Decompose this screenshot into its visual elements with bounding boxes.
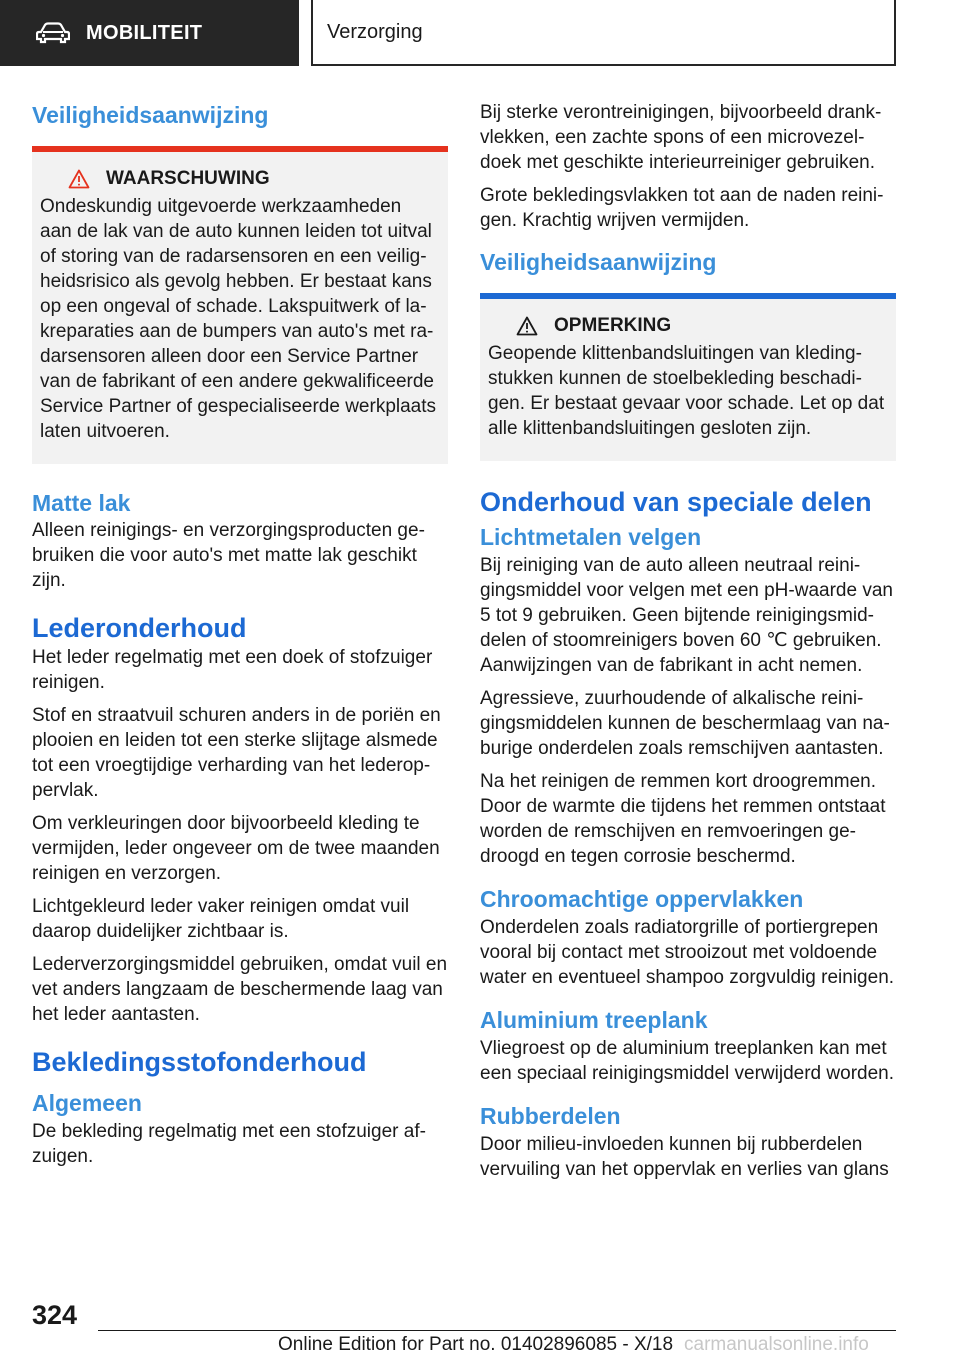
leather-paragraph: Stof en straatvuil schuren anders in de poriën en plooien en leiden tot een sterke slijtage alsmede tot een vroegtijdige verharding van het lederop-pervlak. <box>32 705 441 801</box>
chrome-heading: Chroomachtige oppervlakken <box>480 886 804 912</box>
notice-text: Geopende klittenbandsluitingen van kleding-stukken kunnen de stoelbekleding beschadi-gen. Er bestaat gevaar voor schade. Let op dat alle klittenbandsluitingen gesloten zijn. <box>488 343 885 439</box>
edition-text: Online Edition for Part no. 01402896085 - X/18 <box>278 1334 674 1355</box>
warning-triangle-icon <box>68 169 90 189</box>
right-column <box>480 100 896 1190</box>
safety-heading-left: Veiligheidsaanwijzing <box>32 102 269 128</box>
warning-box <box>32 152 448 464</box>
general-heading: Algemeen <box>32 1090 142 1116</box>
leather-heading: Lederonderhoud <box>32 613 247 643</box>
step-heading: Aluminium treeplank <box>480 1007 708 1033</box>
notice-box <box>480 299 896 461</box>
leather-paragraph: Om verkleuringen door bijvoorbeeld kleding te vermijden, leder ongeveer om de twee maanden reinigen en verzorgen. <box>32 813 440 884</box>
step-text: Vliegroest op de aluminium treeplanken kan met een speciaal reinigingsmiddel verwijderd worden. <box>480 1038 895 1084</box>
left-column <box>32 100 448 1177</box>
intro-paragraph: Bij sterke verontreinigingen, bijvoorbeeld drank-vlekken, een zachte spons of een microvezel-doek met geschikte interieurreiniger gebruiken. <box>480 102 882 173</box>
warning-triangle-icon <box>516 316 538 336</box>
page-number: 324 <box>32 1300 78 1330</box>
matte-text: Alleen reinigings- en verzorgingsproducten ge-bruiken die voor auto's met matte lak geschikt zijn. <box>32 520 425 591</box>
leather-paragraph: Lederverzorgingsmiddel gebruiken, omdat vuil en vet anders langzaam de beschermende laag van het leder aantasten. <box>32 954 448 1025</box>
footer-divider <box>98 1330 896 1331</box>
footer <box>0 1290 960 1362</box>
chrome-text: Onderdelen zoals radiatorgrille of portiergrepen vooral bij contact met strooizout met voldoende water en eventueel shampoo zorgvuldig reinigen. <box>480 917 895 988</box>
alloy-paragraph: Agressieve, zuurhoudende of alkalische reini-gingsmiddelen kunnen de beschermlaag van na-burige onderdelen zoals remschijven aantasten. <box>480 688 890 759</box>
special-parts-heading: Onderhoud van speciale delen <box>480 487 872 517</box>
alloy-paragraph: Bij reiniging van de auto alleen neutraal reini-gingsmiddel voor velgen met een pH-waarde van 5 tot 9 gebruiken. Geen bijtende reinigingsmid-delen of stoomreinigers boven 60 ℃ gebruiken. Aanwijzingen van de fabrikant in acht nemen. <box>480 555 893 676</box>
matte-heading: Matte lak <box>32 490 131 516</box>
rubber-heading: Rubberdelen <box>480 1103 621 1129</box>
leather-paragraph: Het leder regelmatig met een doek of stofzuiger reinigen. <box>32 647 433 693</box>
notice-header <box>488 315 886 337</box>
chapter-label: MOBILITEIT <box>86 21 203 44</box>
fabric-heading: Bekledingsstofonderhoud <box>32 1047 367 1077</box>
alloy-heading: Lichtmetalen velgen <box>480 524 702 550</box>
rubber-text: Door milieu-invloeden kunnen bij rubberdelen vervuiling van het oppervlak en verlies van glans <box>480 1134 889 1180</box>
warning-title: WAARSCHUWING <box>106 168 270 189</box>
general-text: De bekleding regelmatig met een stofzuiger af-zuigen. <box>32 1121 426 1167</box>
car-icon <box>36 22 70 44</box>
watermark: carmanualsonline.info <box>684 1334 869 1355</box>
section-label: Verzorging <box>327 20 423 43</box>
section-tab[interactable] <box>311 0 896 66</box>
safety-heading-right: Veiligheidsaanwijzing <box>480 249 717 275</box>
leather-paragraph: Lichtgekleurd leder vaker reinigen omdat vuil daarop duidelijker zichtbaar is. <box>32 896 410 942</box>
warning-text: Ondeskundig uitgevoerde werkzaamheden aan de lak van de auto kunnen leiden tot uitval of storing van de radarsensoren en een veilig-heidsrisico als gevolg hebben. Er bestaat kans op een ongeval of schade. Lakspuitwerk of la-kreparaties aan de bumpers van auto's met ra-darsensoren alleen door een Service Partner van de fabrikant of een andere gekwalificeerde Service Partner of gespecialiseerde werkplaats laten uitvoeren. <box>40 196 437 442</box>
notice-title: OPMERKING <box>554 315 672 336</box>
alloy-paragraph: Na het reinigen de remmen kort droogremmen. Door de warmte die tijdens het remmen ontstaat worden de remschijven en remvoeringen ge-droogd en tegen corrosie beschermd. <box>480 771 886 867</box>
top-bar <box>0 0 960 66</box>
warning-header <box>40 168 438 190</box>
intro-paragraph: Grote bekledingsvlakken tot aan de naden reini-gen. Krachtig wrijven vermijden. <box>480 185 884 231</box>
chapter-tab[interactable] <box>0 0 299 66</box>
